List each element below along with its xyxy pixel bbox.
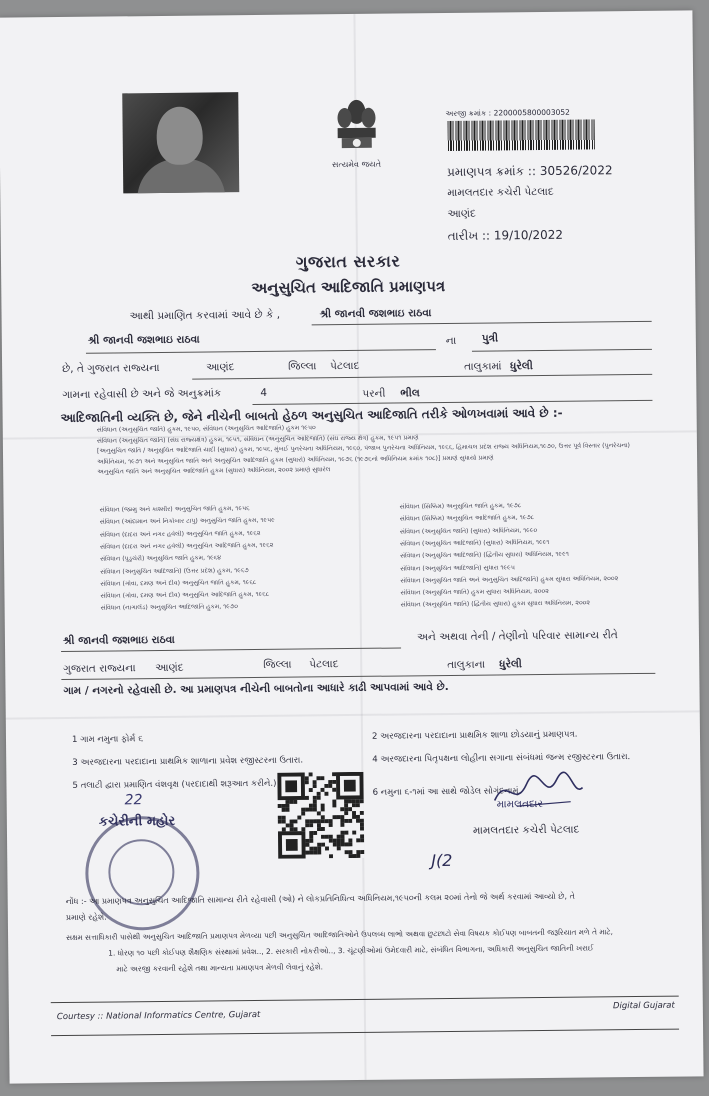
order-item: સંવિધાન (અનુસુચિત જાતિ) (સુધારા) અધિનિયમ, ૧૯૯૦ (399, 526, 538, 536)
residence-state: ગુજરાત રાજ્યના (63, 662, 136, 676)
order-item: સંવિધાન (અનુસુચિત જાતિ) હુકમ સુધારા અધિનિયમ, ૨૦૦૨ (400, 588, 549, 597)
relation-value: પુત્રી (481, 332, 499, 345)
village-line: ગામના રહેવાસી છે અને જે અનુક્રમાંક (62, 387, 222, 402)
order-item: સંવિધાન (ગોવા, દમણ અને દીવ) અનુસુચિત આદિજાતિ હુકમ, ૧૯૬૮ (100, 590, 270, 600)
government-heading: ગુજરાત સરકાર (295, 251, 401, 272)
applicant-photo (122, 92, 239, 193)
residence-district-label: જિલ્લા (263, 658, 292, 671)
stamp-number: 22 (124, 792, 143, 809)
order-item: સંવિધાન (અનુસુચિત આદિજાતિ) (ઉત્તર પ્રદેશ) હુકમ, ૧૯૬૭ (100, 566, 249, 576)
order-item: સંવિધાન (પુડુચેરી) અનુસુચિત જાતિ હુકમ, ૧૯૬૪ (100, 554, 222, 563)
qr-code (276, 772, 365, 859)
document-5: 5 તલાટી દ્વારા પ્રમાણિત વંશવૃક્ષ (પરદાદાથી શરૂઆત કરીને.) (72, 778, 277, 791)
order-item: [અનુસુચિત જાતિ / અનુસુચિત આદિજાતિ યાદી (સુધારા) હુકમ, ૧૯૫૬, મુંબઈ પુનર્રચના અધિનિયમ, ૧૯૬૦, પંજાબ પુનર્રચના અધિનિયમ, ૧૯૬૬, હિમાચલ પ્રદેશ રાજ્ય અધિનિયમ,૧૯૭૦, ઉત્તર પૂર્વ વિસ્તાર (પુનર્રચના) (96, 442, 630, 455)
tribe-name: ભીલ (400, 387, 420, 400)
issuing-place: આણંદ (447, 207, 476, 220)
certificate-title: અનુસુચિત આદિજાતિ પ્રમાણપત્ર (251, 277, 446, 298)
document-6: 6 નમુના ૬-૧માં આ સાથે જોડેલ સોગંદનામું. (372, 786, 522, 798)
emblem-motto: સત્યમેવ જયતે (331, 159, 382, 170)
basis-statement: ગામ / નગરનો રહેવાસી છે. આ પ્રમાણપત્ર નીચેની બાબતોના આધારે કાઢી આપવામાં આવે છે. (63, 680, 449, 698)
footer-courtesy: Courtesy :: National Informatics Centre, Gujarat (56, 1009, 261, 1023)
note-line-2: પ્રમાણે રહેશે. (65, 912, 107, 923)
footer (51, 996, 679, 1037)
family-text: અને અથવા તેની / તેણીનો પરિવાર સામાન્ય રીતે (416, 629, 618, 644)
certificate-paper (0, 10, 704, 1083)
notes-para-1: સક્ષમ સત્તાધિકારી પાસેથી અનુસુચિત આદિજાતિ પ્રમાણપત્ર મેળવ્યા પછી અનુસુચિત આદિજાતિઓને ઉપલબ્ધ લાભો અથવા છુટછાટો સેવા વિષયક કોઈપણ બાબતની જરૂરિયાત મળે તે માટે, (66, 927, 614, 943)
order-item: સંવિધાન (અનુસુચિત આદિજાતિ) સુધારા ૧૯૯૫ (400, 563, 515, 572)
serial-number: 4 (260, 386, 268, 399)
taluka-label: તાલુકામાં (464, 360, 502, 373)
residence-taluka-district: પેટલાદ (309, 658, 339, 671)
tribe-label: પરની (362, 387, 386, 400)
footer-brand: Digital Gujarat (612, 1000, 675, 1012)
order-item: સંવિધાન (દાદરા અને નગર હવેલી) અનુસુચિત જાતિ હુકમ, ૧૯૬૨ (99, 529, 261, 539)
order-item: અનુસુચિત જાતિ અને અનુસુચિત આદિજાતિ હુકમ (સુધારા) અધિનિયમ, ૨૦૦૨ પ્રમાણે સુધારેલ (97, 466, 331, 476)
order-item: સંવિધાન (ગોવા, દમણ અને દીવ) અનુસુચિત જાતિ હુકમ, ૧૯૬૮ (100, 578, 257, 588)
stamp-label: કચેરીની મહોર (98, 813, 176, 830)
certificate-number: પ્રમાણપત્ર ક્રમાંક :: 30526/2022 (447, 163, 613, 179)
district-value: આણંદ (206, 361, 235, 374)
order-item: સંવિધાન (અનુસુચિત જાતિ) (સંઘ રાજ્યક્ષેત્ર) હુકમ, ૧૯૫૧, સંવિધાન (અનુસુચિત આદિજાતિ) (સંઘ રાજ્ય ક્ષેત્ર) હુકમ, ૧૯૫૧ પ્રમાણે (96, 433, 419, 445)
taluka-value: ધુરેલી (510, 360, 533, 373)
certify-prefix: આથી પ્રમાણિત કરવામાં આવે છે કે , (129, 308, 281, 323)
relation-of-label: ના (445, 334, 457, 347)
order-item: સંવિધાન (જમ્મુ અને કાશ્મીર) અનુસુચિત જાતિ હુકમ, ૧૯૫૬ (99, 505, 250, 514)
notes-para-2: 1. ધોરણ ૧૦ પછી કોઈપણ શૈક્ષણિક સંસ્થામાં પ્રવેશ.., 2. સરકારી નોકરીઓ.., 3. ચૂંટણીઓમાં ઉમેદવારી માટે, સંબંધિત વિભાગના, અધિકારી અનુસુચિત જાતિની ખરાઈ (108, 943, 594, 958)
notes-para-3: માટે અરજી કરવાની રહેશે તથા માન્યતા પ્રમાણપત્ર મેળવી લેવાનું રહેશે. (116, 962, 323, 974)
handwritten-initial: J(2 (431, 850, 453, 871)
barcode (448, 119, 595, 151)
order-item: સંવિધાન (અનુસુચિત આદિજાતિ) (સુધારા) અધિનિયમ, ૧૯૯૧ (399, 538, 550, 548)
residence-taluka-label: તાલુકાના (447, 658, 486, 671)
document-4: 4 અરજદારના પિતૃપક્ષના લોહીના સગાના સંબંધમાં જન્મ રજીસ્ટરના ઉતારા. (372, 752, 631, 765)
applicant-name: શ્રી જાનવી જશભાઇ રાઠવા (87, 333, 200, 347)
state-prefix: છે, તે ગુજરાત રાજ્યના (62, 361, 160, 376)
document-1: 1 ગામ નમુના ફોર્મ ૬ (71, 734, 144, 745)
order-item: સંવિધાન (સિક્કિમ) અનુસુચિત આદિજાતિ હુકમ, ૧૯૭૮ (399, 514, 535, 523)
issuing-office: મામલતદાર કચેરી પેટલાદ (447, 185, 554, 199)
taluka-district: પેટલાદ (330, 359, 360, 373)
signing-office: મામલતદાર કચેરી પેટલાદ (472, 823, 580, 837)
order-item: સંવિધાન (નાગાલેંડ) અનુસુચિત આદિજાતિ હુકમ, ૧૯૭૦ (100, 603, 238, 613)
document-3: 3 અરજદારના પરદાદાના પ્રાથમિક શાળાના પ્રવેશ રજીસ્ટરના ઉતારા. (72, 755, 304, 768)
resident-name: શ્રી જાનવી જશભાઇ રાઠવા (62, 633, 175, 648)
order-item: સંવિધાન (અનુસુચિત જાતિ) હુકમ, ૧૯૫૦, સંવિધાન (અનુસુચિત આદિજાતિ) હુકમ ૧૯૫૦ (96, 424, 316, 434)
order-item: સંવિધાન (અનુસુચિત જાતિ અને અનુસુચિત આદિજાતિ) હુકમ સુધારા અધિનિયમ, ૨૦૦૨ (400, 575, 619, 585)
paper-crease (6, 710, 700, 719)
issue-date: તારીખ :: 19/10/2022 (447, 227, 564, 243)
signature-title: મામલતદાર (496, 798, 543, 811)
order-item: સંવિધાન (દાદરા અને નગર હવેલી) અનુસુચિત આદિજાતિ હુકમ, ૧૯૬૨ (99, 541, 274, 551)
order-item: સંવિધાન (અનુસુચિત આદિજાતિ) (દ્વિતીય સુધારા) અધિનિયમ, ૧૯૯૧ (400, 550, 569, 560)
district-label: જિલ્લા (288, 360, 317, 373)
document-2: 2 અરજદારના પરદાદાના પ્રાથમિક શાળા છોડયાનું પ્રમાણપત્ર. (371, 729, 578, 742)
application-number: અરજી ક્રમાંક : 2200005800003052 (445, 107, 570, 118)
note-line-1: નોંધ :- આ પ્રમાણપત્ર અનુસુચિત આદિજાતિ સામાન્ય રીતે રહેવાસી (ઓ) ને લોકપ્રતિનિધિત્વ અધિનિયમ,૧૯૫૦ની કલમ ૨૦માં તેનો જે અર્થ કરવામાં આવ્યો છે, તે (65, 891, 575, 907)
order-item: સંવિધાન (આંદામાન અને નિકોબાર ટાપુ) અનુસુચિત જાતિ હુકમ, ૧૯૫૯ (99, 517, 275, 526)
order-item: સંવિધાન (અનુસુચિત જાતિ) (દ્વિતીય સુધારા) હુકમ સુધારા અધિનિયમ, ૨૦૦૨ (400, 599, 591, 609)
residence-district: આણંદ (155, 661, 184, 675)
order-item: સંવિધાન (સિક્કિમ) અનુસુચિત જાતિ હુકમ, ૧૯૭૮ (399, 502, 522, 511)
residence-taluka: ધુરેલી (499, 658, 522, 671)
applicant-name-top: શ્રી જાનવી જશભાઇ રાઠવા (319, 307, 432, 321)
tribe-note: આદિજાતિની વ્યક્તિ છે, જેને નીચેની બાબતો હેઠળ અનુસુચિત આદિજાતિ તરીકે ઓળખવામાં આવે છે :- (60, 405, 563, 426)
order-item: અધિનિયમ, ૧૯૭૧ અને અનુસુચિત જાતિ અને અનુસુચિત આદિજાતિ હુકમ (સુધારો) અધિનિયમ, ૧૯૭૬ (૧૯૭૬નો અધિનિયમ ક્રમાંક ૧૦૮)] પ્રમાણે સુધાર્યા પ્રમાણે (97, 454, 494, 466)
